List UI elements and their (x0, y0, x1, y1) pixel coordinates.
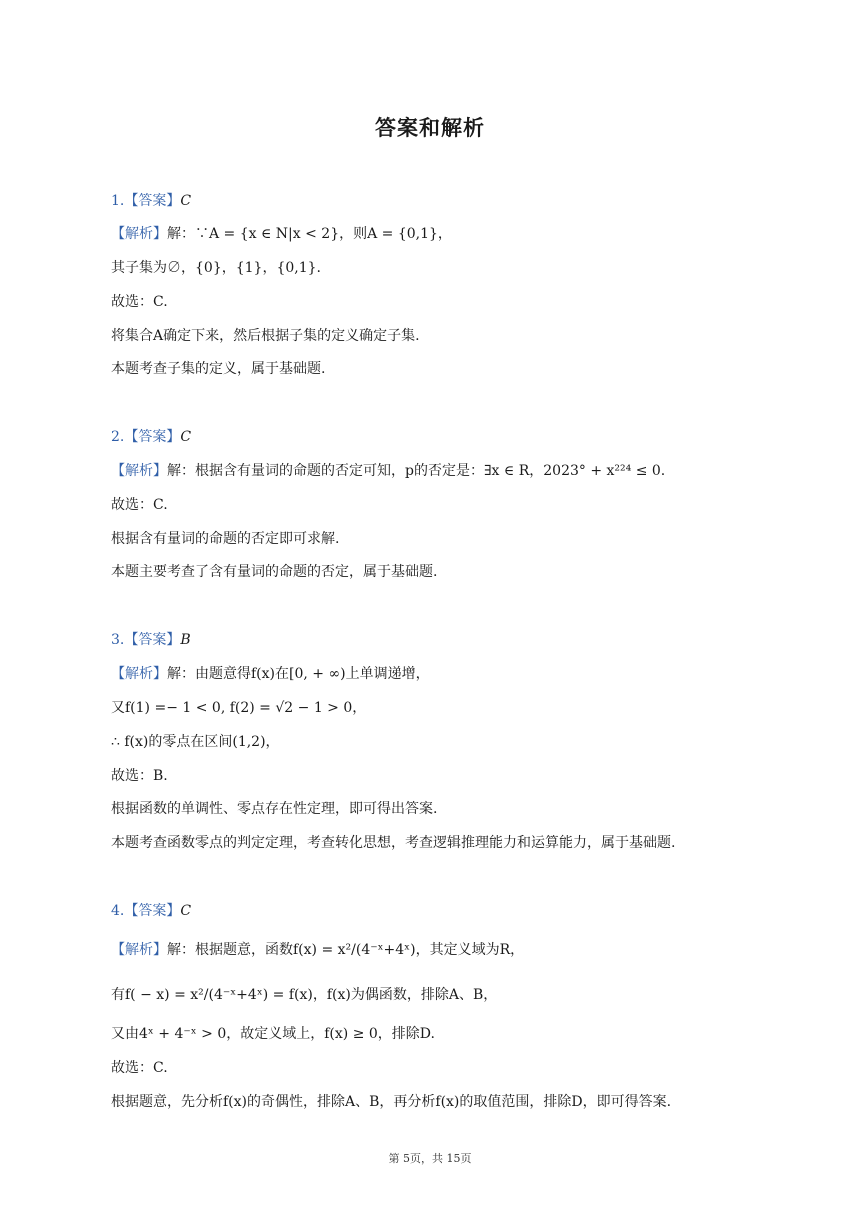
q4-line-3: 又由4ˣ + 4⁻ˣ > 0，故定义域上，f(x) ≥ 0，排除D. (111, 1026, 435, 1042)
q4-line-4: 故选：C. (111, 1060, 168, 1076)
q4-analysis-tag: 【解析】 (111, 942, 167, 958)
q2-line-1: 解：根据含有量词的命题的否定可知，p的否定是：∃x ∈ R，2023° + x²²⁴ ≤ 0. (167, 463, 666, 479)
q2-answer-line (111, 427, 191, 447)
q1-line-1: 解：∵A = {x ∈ N|x < 2}，则A = {0,1}， (167, 226, 452, 242)
q4-answer-tag: 【答案】 (124, 903, 181, 919)
q3-number: 3. (111, 632, 125, 648)
q1-answer-line (111, 191, 191, 211)
q3-analysis-tag: 【解析】 (111, 666, 167, 682)
q4-number: 4. (111, 903, 125, 919)
q1-line-2: 其子集为∅，{0}，{1}，{0,1}. (111, 260, 321, 276)
q1-line-4: 将集合A确定下来，然后根据子集的定义确定子集. (111, 328, 420, 344)
q3-line-4: 故选：B. (111, 768, 168, 784)
q3-answer-tag: 【答案】 (124, 632, 181, 648)
q3-line-2: 又f(1) =− 1 < 0, f(2) = √2 − 1 > 0， (111, 700, 367, 716)
q1-line-5: 本题考查子集的定义，属于基础题. (111, 361, 326, 377)
page-footer: 第 5页，共 15页 (388, 1152, 472, 1165)
q3-answer: B (180, 632, 191, 648)
q3-analysis-line (111, 664, 430, 684)
q1-answer: C (180, 193, 192, 209)
q1-analysis-tag: 【解析】 (111, 226, 167, 242)
q4-analysis-line (111, 940, 524, 960)
q2-line-2: 故选：C. (111, 497, 168, 513)
q4-line-1: 解：根据题意，函数f(x) = x²/(4⁻ˣ+4ˣ)，其定义域为R， (167, 942, 525, 958)
q2-line-3: 根据含有量词的命题的否定即可求解. (111, 531, 340, 547)
q2-answer-tag: 【答案】 (124, 429, 181, 445)
q4-answer: C (180, 903, 192, 919)
q3-line-6: 本题考查函数零点的判定定理，考查转化思想，考查逻辑推理能力和运算能力，属于基础题. (111, 835, 676, 851)
q3-line-5: 根据函数的单调性、零点存在性定理，即可得出答案. (111, 801, 438, 817)
q1-number: 1. (111, 193, 125, 209)
q4-answer-line (111, 901, 191, 921)
q2-analysis-tag: 【解析】 (111, 463, 167, 479)
q3-answer-line (111, 630, 191, 650)
q1-analysis-line (111, 224, 452, 244)
q3-line-1: 解：由题意得f(x)在[0, + ∞)上单调递增， (167, 666, 430, 682)
q2-analysis-line (111, 461, 665, 481)
page-title: 答案和解析 (375, 116, 485, 140)
q1-answer-tag: 【答案】 (124, 193, 181, 209)
q2-number: 2. (111, 429, 125, 445)
q4-line-2: 有f( − x) = x²/(4⁻ˣ+4ˣ) = f(x)，f(x)为偶函数，排除A、B， (111, 987, 498, 1003)
q2-line-4: 本题主要考查了含有量词的命题的否定，属于基础题. (111, 564, 438, 580)
q1-line-3: 故选：C. (111, 294, 168, 310)
q4-line-5: 根据题意，先分析f(x)的奇偶性，排除A、B，再分析f(x)的取值范围，排除D，即可得答案. (111, 1094, 672, 1110)
q3-line-3: ∴ f(x)的零点在区间(1,2)， (111, 734, 280, 750)
q2-answer: C (180, 429, 192, 445)
